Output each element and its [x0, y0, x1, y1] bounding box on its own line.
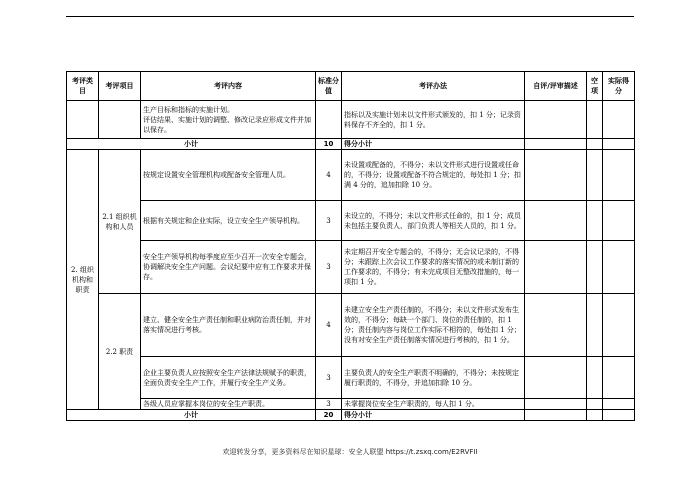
content-cell: 按规定设置安全管理机构或配备安全管理人员。 [141, 150, 316, 201]
table-row [67, 294, 635, 357]
content-cell: 各级人员应掌握本岗位的安全生产职责。 [141, 399, 316, 410]
actual-score-cell[interactable] [603, 150, 635, 201]
header-row [67, 72, 635, 101]
header-vacant: 空项 [587, 72, 603, 101]
table-row [67, 241, 635, 294]
self-eval-cell[interactable] [525, 357, 587, 399]
header-actual-score: 实际得分 [603, 72, 635, 101]
self-eval-cell[interactable] [525, 101, 587, 139]
vacant-cell[interactable] [587, 294, 603, 357]
header-content: 考评内容 [141, 72, 316, 101]
vacant-cell[interactable] [587, 357, 603, 399]
header-self-eval: 自评/评审描述 [525, 72, 587, 101]
method-cell: 未建立安全生产责任制的，不得分；未以文件形式发布生效的，不得分；每缺一个部门、岗位的责任制的，扣 1 分；责任制内容与岗位工作实际不相符的，每处扣 1 分；没有对安全生产责任制落实情况进行考核的，扣 1 分。 [342, 294, 525, 357]
subtotal-row [67, 410, 635, 421]
method-cell: 指标以及实施计划未以文件形式颁发的，扣 1 分；记录资料保存不齐全的，扣 1 分。 [342, 101, 525, 139]
actual-score-cell[interactable] [603, 294, 635, 357]
self-eval-cell[interactable] [525, 294, 587, 357]
subtotal-score: 10 [316, 139, 342, 150]
score-cell: 4 [316, 294, 342, 357]
subtotal-label: 小计 [67, 139, 316, 150]
self-eval-cell[interactable] [525, 201, 587, 241]
category-cell: 2. 组织机构和职责 [67, 150, 99, 410]
top-rule [66, 16, 634, 17]
method-cell: 未设置或配备的，不得分；未以文件形式进行设置或任命的，不得分；设置或配备不符合规定的，每处扣 1 分；扣满 4 分的，追加扣除 10 分。 [342, 150, 525, 201]
header-method: 考评办法 [342, 72, 525, 101]
vacant-cell[interactable] [587, 201, 603, 241]
header-standard-score: 标准分值 [316, 72, 342, 101]
method-cell: 未设立的，不得分；未以文件形式任命的，扣 1 分；成员未包括主要负责人、部门负责人等相关人员的，扣 1 分。 [342, 201, 525, 241]
vacant-cell[interactable] [587, 150, 603, 201]
header-category: 考评类目 [67, 72, 99, 101]
score-cell: 3 [316, 399, 342, 410]
actual-score-cell[interactable] [603, 399, 635, 410]
item-cell: 2.1 组织机构和人员 [99, 150, 141, 294]
table-row [67, 399, 635, 410]
subtotal-method: 得分小计 [342, 139, 525, 150]
table-row [67, 101, 635, 139]
actual-score-cell[interactable] [603, 241, 635, 294]
vacant-cell[interactable] [587, 101, 603, 139]
actual-score-cell[interactable] [603, 101, 635, 139]
evaluation-table [66, 71, 635, 421]
subtotal-label: 小计 [67, 410, 316, 421]
method-cell: 未掌握岗位安全生产职责的，每人扣 1 分。 [342, 399, 525, 410]
content-cell: 根据有关规定和企业实际，设立安全生产领导机构。 [141, 201, 316, 241]
content-cell: 安全生产领导机构每季度应至少召开一次安全专题会，协调解决安全生产问题。会议纪要中应有工作要求并保存。 [141, 241, 316, 294]
content-cell: 企业主要负责人应按照安全生产法律法规赋予的职责，全面负责安全生产工作，并履行安全生产义务。 [141, 357, 316, 399]
content-cell: 建立、健全安全生产责任制和职业病防治责任制，并对落实情况进行考核。 [141, 294, 316, 357]
content-cell: 生产目标和指标的实施计划。 评估结果、实施计划的调整、修改记录应形成文件并加以保存。 [141, 101, 316, 139]
table-row [67, 201, 635, 241]
score-cell: 3 [316, 357, 342, 399]
vacant-cell[interactable] [587, 241, 603, 294]
actual-score-cell[interactable] [603, 201, 635, 241]
table-row [67, 150, 635, 201]
vacant-cell[interactable] [587, 399, 603, 410]
score-cell: 3 [316, 241, 342, 294]
self-eval-cell[interactable] [525, 241, 587, 294]
subtotal-score: 20 [316, 410, 342, 421]
actual-score-cell[interactable] [603, 357, 635, 399]
subtotal-row [67, 139, 635, 150]
score-cell: 4 [316, 150, 342, 201]
self-eval-cell[interactable] [525, 150, 587, 201]
score-cell: 3 [316, 201, 342, 241]
header-item: 考评项目 [99, 72, 141, 101]
footer-note: 欢迎转发分享，更多资料尽在知识星球：安全人联盟 https://t.zsxq.com/E2RVFII [222, 448, 478, 456]
method-cell: 未定期召开安全专题会的，不得分；无会议记录的，不得分；未跟踪上次会议工作要求的落实情况的或未制订新的工作要求的，不得分；有未完成项目无整改措施的，每一项扣 1 分。 [342, 241, 525, 294]
method-cell: 主要负责人的安全生产职责不明确的，不得分；未按规定履行职责的，不得分，并追加扣除 10 分。 [342, 357, 525, 399]
self-eval-cell[interactable] [525, 399, 587, 410]
item-cell: 2.2 职责 [99, 294, 141, 410]
subtotal-method: 得分小计 [342, 410, 525, 421]
table-row [67, 357, 635, 399]
